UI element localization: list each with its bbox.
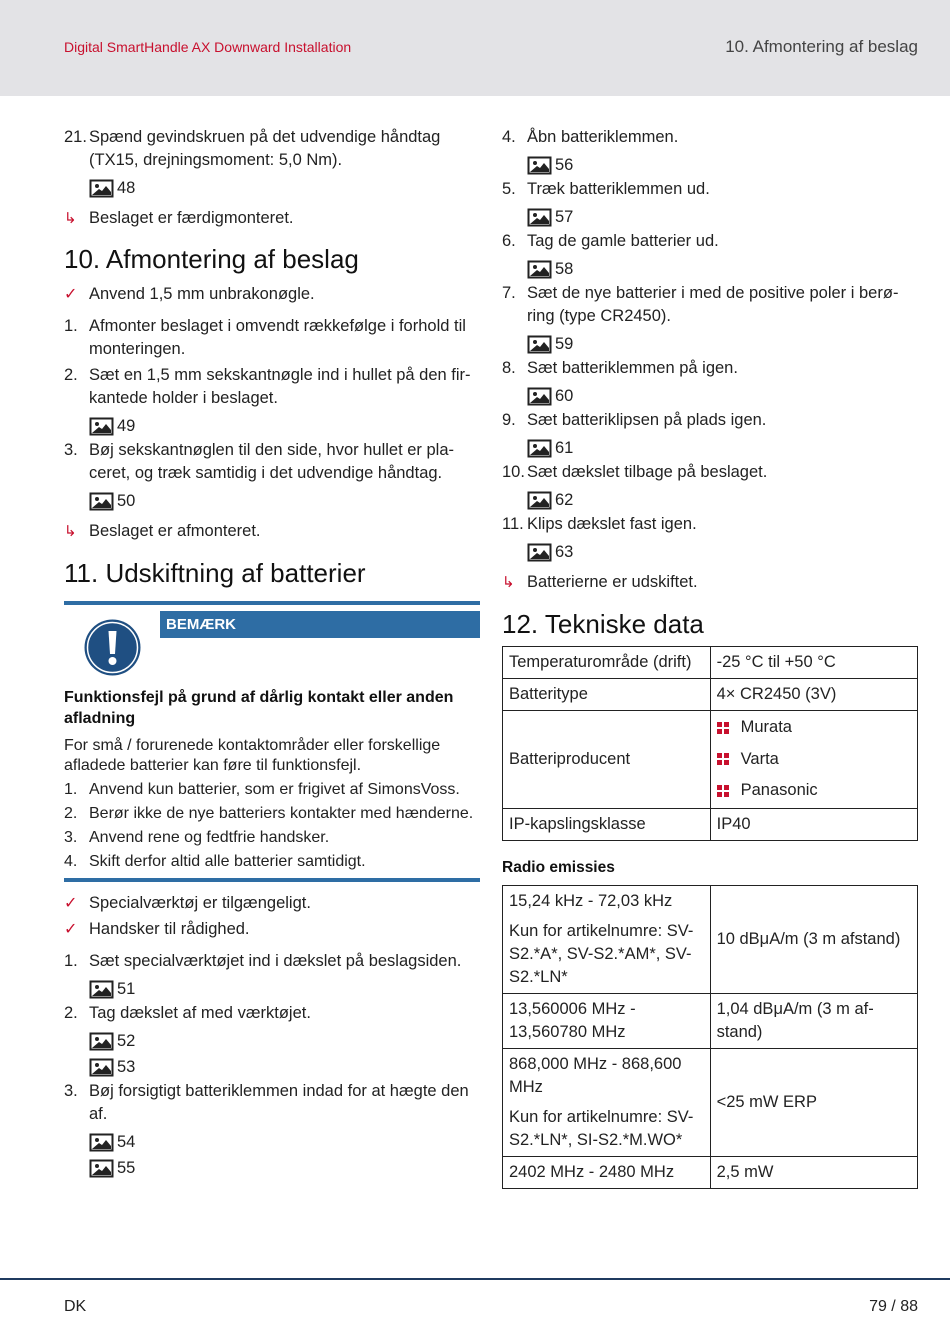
table-cell: 13,560006 MHz - 13,560780 MHz [503,993,711,1048]
step-text: Sæt specialværktøjet ind i dækslet på beslagsiden. [89,952,462,970]
article-note: Kun for artikelnumre: SV-S2.*A*, SV-S2.*AM*, SV-S2.*LN* [509,921,694,986]
notice-box [64,601,480,882]
table-cell: -25 °C til +50 °C [710,647,917,679]
list-item-text: Panasonic [740,781,818,800]
step-text: Spænd gevindskruen på det udvendige håndtag (TX15, drejningsmoment: 5,0 Nm). [89,128,441,169]
notice-title: Funktionsfejl på grund af dårlig kontakt eller anden afladning [64,689,454,727]
prerequisite-text: Specialværktøj er tilgængeligt. [89,894,311,912]
image-icon [527,439,552,458]
step [502,513,918,536]
step [64,950,480,973]
step-text: Bøj sekskantnøglen til den side, hvor hullet er placeret, og træk samtidig i det udvendige håndtag. [89,441,455,482]
result-text: Beslaget er færdigmonteret. [89,209,294,227]
figure-reference[interactable] [527,331,918,357]
exclamation-icon [84,619,141,676]
table-row [503,885,918,993]
figure-number: 56 [555,155,574,174]
figure-number: 52 [117,1031,136,1050]
step-text: Tag dækslet af med værktøjet. [89,1004,311,1022]
table-row [503,993,918,1048]
step-text: Sæt de nye batterier i med de positive poler i berøring (type CR2450). [527,284,899,325]
table-cell: Batteriproducent [503,711,711,809]
step [502,461,918,484]
image-icon [89,417,114,436]
figure-reference[interactable] [89,1028,480,1054]
list-item-text: Murata [740,718,792,737]
step-text: Åbn batteriklemmen. [527,128,679,146]
image-icon [527,335,552,354]
figure-reference[interactable] [89,488,480,514]
prerequisite-text: Anvend 1,5 mm unbrakonøgle. [89,285,315,303]
item-number: 4. [64,853,78,870]
figure-number: 60 [555,386,574,405]
step-text: Klips dækslet fast igen. [527,515,697,533]
image-icon [527,156,552,175]
table-cell: IP40 [710,808,917,840]
step [502,357,918,380]
article-note: Kun for artikelnumre: SV-S2.*LN*, SI-S2.*M.WO* [509,1107,694,1149]
figure-reference[interactable] [527,487,918,513]
figure-number: 48 [117,178,136,197]
step [64,439,480,485]
notice-item [64,827,480,848]
image-icon [527,491,552,510]
document-title: Digital SmartHandle AX Downward Installation [64,39,352,55]
image-icon [527,543,552,562]
step [64,1080,480,1126]
result-line [64,207,480,230]
table-cell: 1,04 dBμA/m (3 m afstand) [710,993,917,1048]
step-text: Træk batteriklemmen ud. [527,180,710,198]
figure-reference[interactable] [527,256,918,282]
table-cell: 4× CR2450 (3V) [710,679,917,711]
image-icon [89,1058,114,1077]
heading-section-12: 12. Tekniske data [502,609,704,639]
table-cell: IP-kapslingsklasse [503,808,711,840]
prerequisite-text: Handsker til rådighed. [89,920,250,938]
figure-reference[interactable] [89,1054,480,1080]
result-line [502,571,918,594]
tech-data-table [502,646,918,841]
notice-item [64,779,480,800]
figure-number: 55 [117,1158,136,1177]
step-number: 5. [502,180,516,198]
list-item-text: Varta [740,749,779,768]
step [502,282,918,328]
notice-item [64,851,480,872]
result-line [64,520,480,543]
bullet-icon [717,753,729,765]
image-icon [527,208,552,227]
step-number: 9. [502,411,516,429]
step-text: Bøj forsigtigt batteriklemmen indad for at hægte den af. [89,1082,469,1123]
figure-number: 51 [117,979,136,998]
left-column [64,126,480,1181]
step-number: 10. [502,463,525,481]
step-number: 6. [502,232,516,250]
figure-reference[interactable] [527,152,918,178]
figure-number: 61 [555,438,574,457]
step-text: Tag de gamle batterier ud. [527,232,719,250]
bullet-icon [717,785,729,797]
page-header [0,0,950,96]
step-number: 1. [64,317,78,335]
step-number: 21. [64,128,87,146]
step [502,178,918,201]
notice-item [64,803,480,824]
section-title: 10. Afmontering af beslag [725,37,918,56]
figure-number: 58 [555,259,574,278]
step [502,230,918,253]
step-text: Sæt en 1,5 mm sekskantnøgle ind i hullet på den firkantede holder i beslaget. [89,366,471,407]
item-number: 2. [64,805,78,822]
figure-number: 59 [555,334,574,353]
step-number: 2. [64,366,78,384]
item-number: 1. [64,781,78,798]
result-arrow-icon: ↳ [502,574,515,591]
frequency: 15,24 kHz - 72,03 kHz [509,891,673,910]
figure-reference[interactable] [89,1155,480,1181]
prerequisite [64,283,480,306]
notice-text: For små / forurenede kontaktområder eller forskellige afladede batterier kan føre til funktionsfejl. [64,737,441,774]
result-arrow-icon: ↳ [64,210,77,227]
right-column [502,126,918,1189]
figure-number: 53 [117,1057,136,1076]
table-row [503,647,918,679]
image-icon [527,387,552,406]
item-text: Berør ikke de nye batteriers kontakter med hænderne. [89,805,474,822]
table-cell: 10 dBμA/m (3 m afstand) [710,885,917,993]
step [502,409,918,432]
table-cell: 2402 MHz - 2480 MHz [503,1156,711,1188]
item-text: Anvend rene og fedtfrie handsker. [89,829,330,846]
checkmark-icon: ✓ [64,895,78,912]
image-icon [89,980,114,999]
image-icon [89,1159,114,1178]
table-row [503,808,918,840]
step [64,315,480,361]
step-number: 4. [502,128,516,146]
image-icon [89,492,114,511]
table-row [503,1048,918,1156]
checkmark-icon: ✓ [64,921,78,938]
list-item [717,775,911,807]
item-text: Anvend kun batterier, som er frigivet af SimonsVoss. [89,781,460,798]
table-row [503,1156,918,1188]
step-number: 3. [64,441,78,459]
result-text: Beslaget er afmonteret. [89,522,261,540]
step-text: Sæt batteriklipsen på plads igen. [527,411,767,429]
table-row [503,679,918,711]
list-item [717,712,911,744]
step-number: 2. [64,1004,78,1022]
table-cell [503,1048,711,1156]
image-icon [527,260,552,279]
item-number: 3. [64,829,78,846]
language-code: DK [64,1298,87,1315]
step [64,1002,480,1025]
figure-number: 62 [555,490,574,509]
step-text: Afmonter beslaget i omvendt rækkefølge i forhold til monteringen. [89,317,466,358]
notice-bottom-rule [64,878,480,882]
figure-reference[interactable] [89,1129,480,1155]
table-cell [503,885,711,993]
image-icon [89,1032,114,1051]
image-icon [89,1133,114,1152]
step [64,364,480,410]
table-cell: Temperaturområde (drift) [503,647,711,679]
figure-reference[interactable] [89,413,480,439]
figure-reference[interactable] [89,175,480,201]
checkmark-icon: ✓ [64,286,78,303]
table-cell: 2,5 mW [710,1156,917,1188]
notice-label: BEMÆRK [160,611,480,638]
step-number: 7. [502,284,516,302]
figure-number: 49 [117,416,136,435]
step-number: 3. [64,1082,78,1100]
bullet-icon [717,722,729,734]
figure-reference[interactable] [89,976,480,1002]
figure-number: 54 [117,1132,136,1151]
step-text: Sæt dækslet tilbage på beslaget. [527,463,768,481]
step-number: 8. [502,359,516,377]
prerequisite [64,892,480,915]
radio-table [502,885,918,1189]
heading-section-11: 11. Udskiftning af batterier [64,558,366,588]
figure-reference[interactable] [527,435,918,461]
figure-reference[interactable] [527,539,918,565]
table-cell [710,711,917,809]
figure-reference[interactable] [527,204,918,230]
table-row [503,711,918,809]
figure-number: 50 [117,491,136,510]
footer-rule [0,1278,950,1280]
figure-reference[interactable] [527,383,918,409]
result-text: Batterierne er udskiftet. [527,573,698,591]
figure-number: 57 [555,207,574,226]
item-text: Skift derfor altid alle batterier samtidigt. [89,853,366,870]
prerequisite [64,918,480,941]
image-icon [89,179,114,198]
result-arrow-icon: ↳ [64,523,77,540]
figure-number: 63 [555,542,574,561]
heading-section-10: 10. Afmontering af beslag [64,244,359,274]
table-cell: Batteritype [503,679,711,711]
step-number: 1. [64,952,78,970]
page-number: 79 / 88 [869,1298,918,1315]
table-cell: <25 mW ERP [710,1048,917,1156]
frequency: 868,000 MHz - 868,600 MHz [509,1054,682,1096]
step [502,126,918,149]
list-item [717,744,911,776]
step-text: Sæt batteriklemmen på igen. [527,359,738,377]
step-21 [64,126,480,172]
step-number: 11. [502,515,524,533]
radio-heading: Radio emissies [502,858,615,876]
